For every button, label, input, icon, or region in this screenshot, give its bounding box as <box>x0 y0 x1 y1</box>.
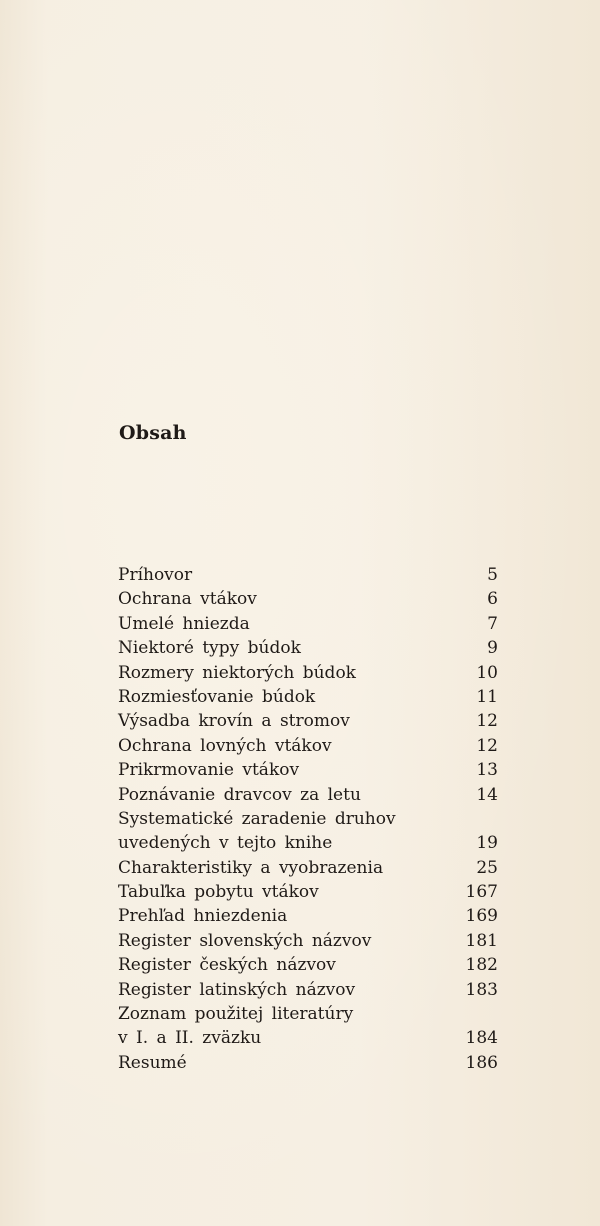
toc-entry <box>118 685 498 709</box>
toc-entry <box>118 880 498 904</box>
toc-entry-page-number: 9 <box>487 638 498 659</box>
toc-entry-label: Ochrana vtákov <box>118 589 257 610</box>
toc-entry <box>118 1051 498 1075</box>
toc-entry-page-number: 10 <box>476 662 498 683</box>
toc-entry-page-number: 25 <box>476 857 498 878</box>
toc-entry <box>118 563 498 587</box>
toc-entry-label: Rozmery niektorých búdok <box>118 662 356 683</box>
toc-entry-label: Rozmiesťovanie búdok <box>118 686 316 707</box>
toc-entry-label: Výsadba krovín a stromov <box>118 711 350 732</box>
toc-entry-page-number: 183 <box>465 979 498 1000</box>
table-of-contents <box>118 563 498 1075</box>
toc-entry-label: Zoznam použitej literatúry <box>118 1004 354 1025</box>
toc-entry <box>118 636 498 660</box>
toc-entry-label: Prehľad hniezdenia <box>118 906 288 927</box>
toc-entry-page-number: 181 <box>465 930 498 951</box>
toc-entry-page-number: 12 <box>476 735 498 756</box>
toc-entry <box>118 734 498 758</box>
toc-entry <box>118 587 498 611</box>
toc-entry <box>118 709 498 733</box>
toc-entry <box>118 758 498 782</box>
toc-entry <box>118 929 498 953</box>
toc-entry-page-number: 12 <box>476 711 498 732</box>
toc-entry-label: Ochrana lovných vtákov <box>118 735 332 756</box>
toc-entry <box>118 953 498 977</box>
toc-entry-label: Register slovenských názvov <box>118 930 372 951</box>
toc-entry-page-number: 7 <box>487 613 498 634</box>
toc-entry-label: uvedených v tejto knihe <box>118 833 333 854</box>
toc-entry-page-number: 5 <box>487 565 498 585</box>
toc-entry-label: Príhovor <box>118 565 193 585</box>
toc-entry-label: Poznávanie dravcov za letu <box>118 784 361 805</box>
toc-entry <box>118 856 498 880</box>
toc-entry <box>118 661 498 685</box>
toc-entry-page-number: 186 <box>465 1052 498 1073</box>
toc-entry-label: Umelé hniezda <box>118 613 250 634</box>
toc-entry-page-number: 169 <box>465 906 498 927</box>
toc-entry-page-number: 182 <box>465 955 498 976</box>
toc-entry <box>118 612 498 636</box>
toc-entry-page-number: 11 <box>476 686 498 707</box>
toc-entry-label: Register latinských názvov <box>118 979 356 1000</box>
toc-entry-page-number: 19 <box>476 833 498 854</box>
toc-entry-label: Charakteristiky a vyobrazenia <box>118 857 384 878</box>
toc-entry-label: v I. a II. zväzku <box>118 1028 262 1049</box>
toc-entry-page-number: 13 <box>476 760 498 781</box>
toc-entry-page-number: 6 <box>487 589 498 610</box>
toc-entry-label: Systematické zaradenie druhov <box>118 808 396 829</box>
toc-entry <box>118 807 498 831</box>
toc-entry <box>118 783 498 807</box>
toc-entry <box>118 978 498 1002</box>
toc-entry-page-number: 184 <box>465 1028 498 1049</box>
toc-entry-label: Resumé <box>118 1052 187 1073</box>
toc-entry-page-number: 14 <box>476 784 498 805</box>
toc-entry <box>118 1002 498 1026</box>
toc-entry <box>118 904 498 928</box>
toc-entry-label: Niektoré typy búdok <box>118 638 301 659</box>
toc-entry-page-number: 167 <box>465 882 498 903</box>
toc-entry <box>118 831 498 855</box>
toc-entry-label: Prikrmovanie vtákov <box>118 760 300 781</box>
toc-entry <box>118 1026 498 1050</box>
toc-entry-label: Register českých názvov <box>118 955 336 976</box>
page-title: Obsah <box>119 422 187 444</box>
toc-entry-label: Tabuľka pobytu vtákov <box>118 882 319 903</box>
